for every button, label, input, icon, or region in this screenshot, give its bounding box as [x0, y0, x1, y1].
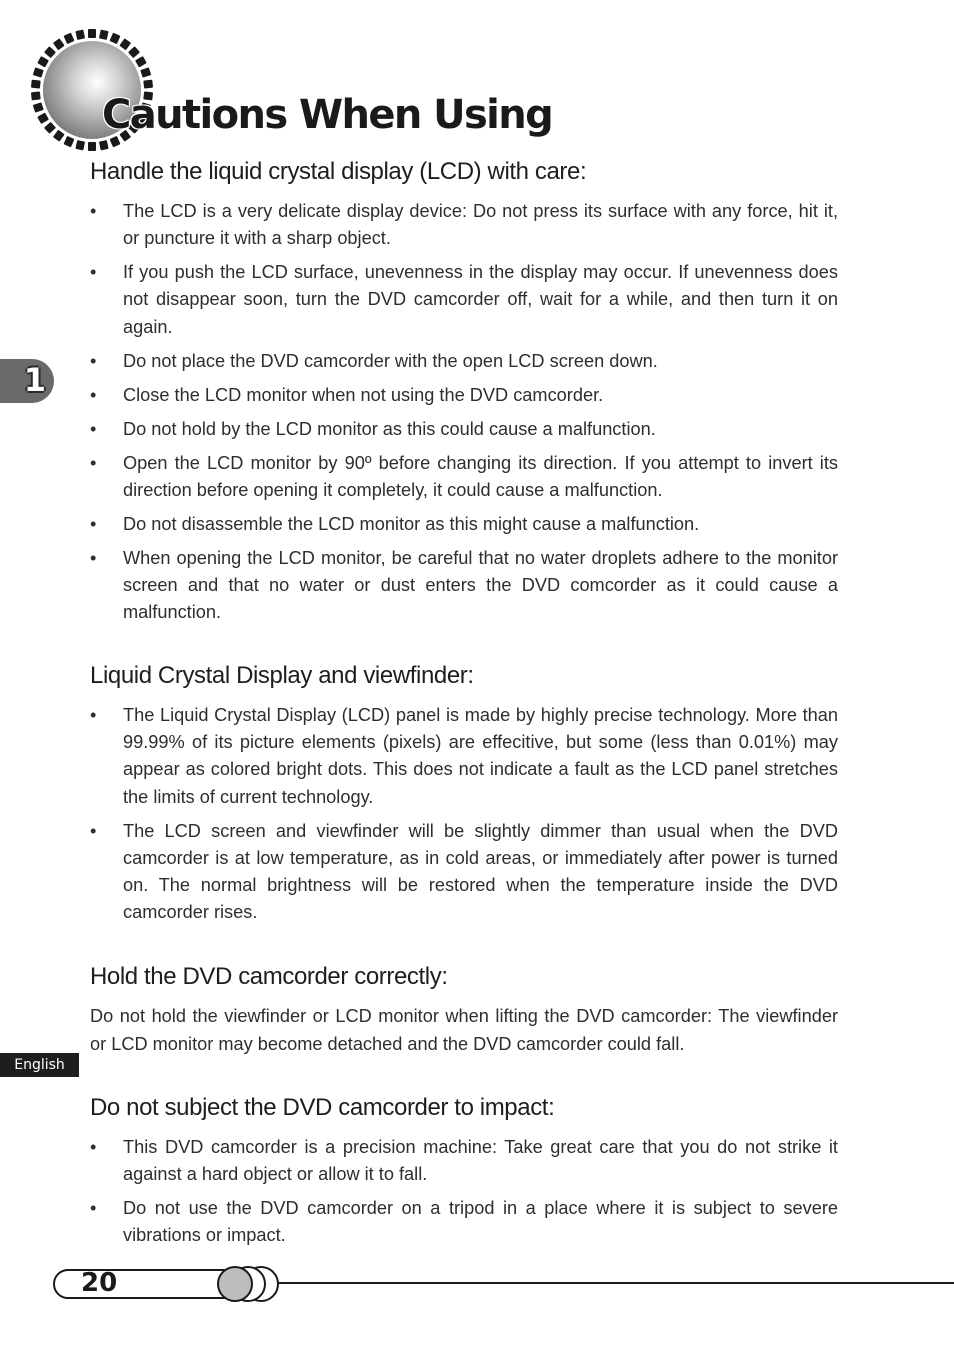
- ring-dash: [143, 80, 153, 89]
- section-lcd-care: [90, 158, 838, 633]
- ring-dash: [33, 67, 44, 77]
- ring-dash: [37, 56, 49, 67]
- footer-rule: [262, 1282, 954, 1284]
- list-item: • This DVD camcorder is a precision machine: Take great care that you do not strike it against a hard object or allow it to fall.: [90, 1134, 838, 1188]
- footer-circles-icon: [215, 1264, 281, 1304]
- ring-dash: [88, 142, 96, 151]
- ring-dash: [128, 46, 140, 58]
- list-item: • Close the LCD monitor when not using the DVD camcorder.: [90, 382, 838, 409]
- ring-dash: [53, 38, 65, 50]
- language-tab: English: [0, 1053, 79, 1077]
- list-item: • When opening the LCD monitor, be careful that no water droplets adhere to the monitor screen and that no water or dust enters the DVD comcorder as it could cause a malfunction.: [90, 545, 838, 627]
- chapter-tab: [0, 359, 54, 403]
- ring-dash: [44, 46, 56, 58]
- page-title: Cautions When Using: [102, 92, 553, 138]
- ring-dash: [33, 102, 44, 112]
- bullet-list: [90, 702, 838, 926]
- list-item: • The Liquid Crystal Display (LCD) panel is made by highly precise technology. More than 99.99% of its picture elements (pixels) are effecitive, but some (less than 0.01%) may appear as colored bright dots. This does not indicate a fault as the LCD panel stretches the limits of current technology.: [90, 702, 838, 811]
- section-body: Do not hold the viewfinder or LCD monitor when lifting the DVD camcorder: The viewfinder or LCD monitor may become detached and the DVD camcorder could fall.: [90, 1006, 838, 1054]
- ring-dash: [44, 122, 56, 134]
- list-item: • If you push the LCD surface, unevenness in the display may occur. If unevenness does not disappear soon, turn the DVD camcorder off, wait for a while, and then turn it on again.: [90, 259, 838, 341]
- ring-dash: [31, 80, 41, 89]
- ring-dash: [135, 56, 147, 67]
- list-item: • Do not hold by the LCD monitor as this could cause a malfunction.: [90, 416, 838, 443]
- chapter-number: 1: [23, 361, 46, 399]
- page-number: 20: [81, 1268, 118, 1298]
- ring-dash: [31, 91, 41, 100]
- ring-dash: [64, 33, 75, 44]
- section-hold-correctly: [90, 963, 838, 1059]
- ring-dash: [99, 140, 109, 150]
- list-item: • Do not disassemble the LCD monitor as this might cause a malfunction.: [90, 511, 838, 538]
- ring-dash: [75, 30, 85, 40]
- ring-dash: [88, 29, 96, 38]
- ring-dash: [53, 130, 65, 142]
- section-heading: Liquid Crystal Display and viewfinder:: [90, 662, 474, 689]
- list-item: • Open the LCD monitor by 90º before changing its direction. If you attempt to invert its direction before opening it completely, it could cause a malfunction.: [90, 450, 838, 504]
- list-item: • The LCD screen and viewfinder will be slightly dimmer than usual when the DVD camcorder is at low temperature, as in cold areas, or immediately after power is turned on. The normal brightness will be restored when the temperature inside the DVD camcorder rises.: [90, 818, 838, 927]
- bullet-list: [90, 1134, 838, 1250]
- list-item: • Do not use the DVD camcorder on a tripod in a place where it is subject to severe vibrations or impact.: [90, 1195, 838, 1249]
- section-heading: Do not subject the DVD camcorder to impact:: [90, 1094, 555, 1121]
- ring-dash: [99, 30, 109, 40]
- ring-dash: [75, 140, 85, 150]
- page-footer: [0, 1262, 954, 1306]
- bullet-list: [90, 198, 838, 626]
- list-item: • The LCD is a very delicate display device: Do not press its surface with any force, hit it, or puncture it with a sharp object.: [90, 198, 838, 252]
- ring-dash: [64, 136, 75, 147]
- section-heading: Hold the DVD camcorder correctly:: [90, 963, 448, 990]
- section-lcd-viewfinder: [90, 662, 838, 933]
- section-heading: Handle the liquid crystal display (LCD) with care:: [90, 158, 587, 185]
- section-impact: [90, 1094, 838, 1256]
- ring-dash: [140, 67, 151, 77]
- ring-dash: [109, 33, 120, 44]
- ring-dash: [37, 113, 49, 124]
- list-item: • Do not place the DVD camcorder with the open LCD screen down.: [90, 348, 838, 375]
- ring-dash: [119, 38, 131, 50]
